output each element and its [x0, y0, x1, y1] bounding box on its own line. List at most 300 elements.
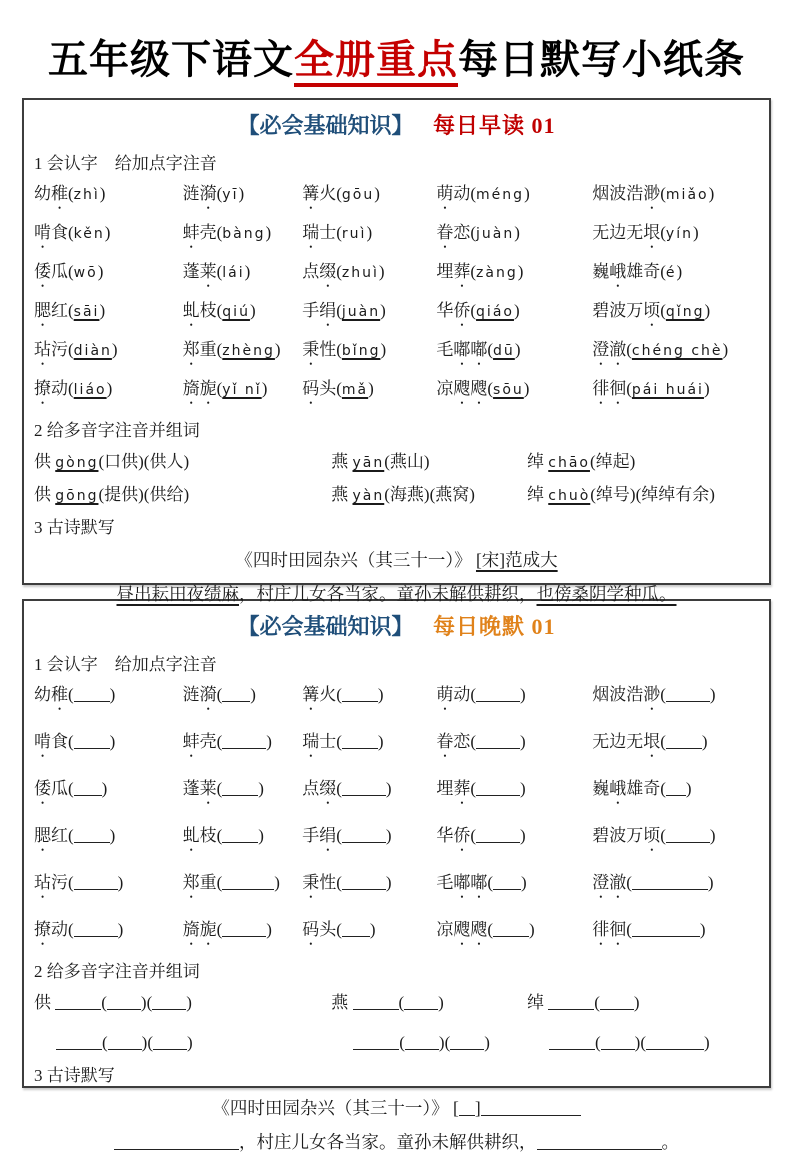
word-entry: 手绢( )	[302, 826, 392, 845]
polyphonic-entry: 燕 yàn(海燕)(燕窝)	[331, 484, 475, 504]
word-entry: 篝火( )	[302, 685, 384, 704]
word-entry: 烟波浩渺( )	[592, 685, 716, 704]
word-entry: 点缀( )	[302, 779, 392, 798]
word-entry: 篝火(gōu)	[302, 184, 380, 203]
dotted-char: 缀	[319, 262, 337, 281]
pinyin-answer: zàng	[476, 265, 518, 281]
answer-blank	[632, 875, 708, 890]
dotted-char: 渺	[643, 685, 661, 704]
poem-text-line-blank: ，村庄儿女各当家。童孙未解供耕织， 。	[34, 1129, 759, 1154]
dotted-char: 澄澈	[592, 873, 627, 892]
polyphonic-grid-answers	[34, 450, 759, 507]
dotted-char: 渺	[643, 184, 661, 203]
word-entry: 碧波万顷(qǐng)	[592, 301, 711, 320]
dotted-char: 蚌	[182, 732, 200, 751]
answer-blank	[222, 875, 274, 890]
poem-answer-segment: 昼出耘田夜绩麻	[116, 583, 239, 604]
pinyin-answer: gōng	[55, 487, 99, 504]
answer-blank	[108, 1035, 142, 1050]
word-char: 动	[51, 379, 68, 398]
dotted-char: 绢	[319, 826, 337, 845]
word-entry: 撩动(liáo)	[34, 379, 113, 398]
word-char: 性	[319, 873, 337, 892]
answer-blank	[450, 1035, 484, 1050]
morning-label: 每日早读 01	[433, 113, 556, 138]
word-char: 华	[436, 301, 454, 320]
word-entry: 幼稚(zhì)	[34, 184, 106, 203]
pinyin-answer: sōu	[493, 382, 524, 398]
answer-blank	[342, 922, 370, 937]
word-entry: 啃食( )	[34, 732, 116, 751]
word-char: 手	[302, 301, 320, 320]
dotted-char: 萌	[436, 685, 454, 704]
word-char: 点	[302, 779, 320, 798]
poem-answer-segment: 也傍桑阴学种瓜。	[536, 583, 677, 604]
polyphonic-entry: 绰 ( )	[527, 993, 640, 1012]
polyphonic-char: 燕	[331, 452, 349, 471]
pinyin-answer: qiáo	[476, 304, 514, 320]
dotted-char: 飕飕	[453, 920, 488, 939]
word-entry: 郑重( )	[182, 873, 280, 892]
knowledge-badge: 【必会基础知识】	[237, 113, 414, 138]
answer-blank	[74, 734, 110, 749]
word-char: 动	[453, 184, 471, 203]
word-char: 瓜	[51, 262, 68, 281]
dotted-char: 虬	[182, 301, 200, 320]
word-char: 碧波万	[592, 301, 644, 320]
answer-blank	[404, 995, 438, 1010]
word-grid-blanks	[34, 684, 759, 949]
pinyin-answer: pái huái	[631, 382, 704, 398]
pinyin-answer: méng	[476, 187, 525, 203]
answer-blank	[493, 922, 529, 937]
pinyin-answer: yān	[352, 455, 385, 471]
word-char: 凉	[436, 379, 454, 398]
word-entry: 点缀(zhuì)	[302, 262, 385, 281]
answer-blank	[405, 1035, 439, 1050]
answer-blank	[476, 687, 520, 702]
word-char: 无边无	[592, 223, 644, 242]
word-char: 恋	[453, 223, 471, 242]
dotted-char: 稚	[51, 685, 68, 704]
word-char: 烟波浩	[592, 685, 644, 704]
pinyin-answer: zhuì	[341, 265, 379, 281]
pinyin-answer: qǐng	[665, 304, 705, 320]
dotted-char: 腮	[34, 301, 51, 320]
polyphonic-entry: 供 gòng(口供)(供人)	[34, 452, 190, 471]
word-entry: 澄澈( )	[592, 873, 714, 892]
recognition-heading: 1 会认字 给加点字注音	[34, 154, 217, 173]
word-entry: 涟漪(yī)	[182, 184, 245, 203]
dotted-char: 漪	[199, 184, 217, 203]
polyphonic-char: 燕	[331, 993, 349, 1012]
dotted-char: 漪	[199, 685, 217, 704]
dotted-char: 澄澈	[592, 340, 627, 359]
word-entry: 埋葬( )	[436, 779, 526, 798]
dotted-char: 徘徊	[592, 379, 627, 398]
answer-blank	[666, 687, 710, 702]
answer-blank	[153, 1035, 187, 1050]
pinyin-answer: yǐ nǐ	[222, 382, 262, 398]
word-char: 污	[51, 873, 68, 892]
polyphonic-entry: 绰 chuò(绰号)(绰绰有余)	[527, 484, 715, 504]
word-entry: 毛嘟嘟(dū)	[436, 340, 521, 359]
word-char: 雄奇	[626, 779, 661, 798]
word-entry: 无边无垠( )	[592, 732, 708, 751]
pinyin-answer: bǐng	[341, 343, 381, 359]
page-title-highlight: 全册重点	[294, 38, 458, 87]
word-char: 凉	[436, 920, 454, 939]
dotted-char: 啃	[34, 223, 51, 242]
poem-title: 《四时田园杂兴（其三十一）》	[235, 549, 472, 570]
answer-blank	[646, 1035, 704, 1050]
polyphonic-char: 供	[34, 452, 51, 471]
answer-blank	[107, 995, 141, 1010]
word-entry: 虬枝( )	[182, 826, 264, 845]
answer-blank	[548, 995, 594, 1010]
dotted-char: 徘徊	[592, 920, 627, 939]
word-entry: 萌动( )	[436, 685, 526, 704]
polyphonic-char: 绰	[527, 484, 544, 504]
answer-blank	[459, 1101, 475, 1116]
word-entry: 撩动( )	[34, 920, 124, 939]
word-char: 士	[319, 223, 337, 242]
pinyin-answer: gòng	[55, 455, 99, 471]
answer-blank	[114, 1135, 239, 1150]
word-entry: 玷污( )	[34, 873, 124, 892]
word-char: 毛	[436, 873, 454, 892]
recognition-heading: 1 会认字 给加点字注音	[34, 655, 217, 674]
word-char: 华	[436, 826, 454, 845]
dotted-char: 玷	[34, 873, 51, 892]
page-title-part3: 每日默写小纸条	[458, 38, 745, 82]
pinyin-answer: diàn	[73, 343, 112, 359]
pinyin-answer: é	[665, 265, 677, 281]
dotted-char: 虬	[182, 826, 200, 845]
poem-given-segment: ，村庄儿女各当家。童孙未解供耕织，	[239, 583, 537, 604]
answer-blank	[74, 875, 118, 890]
polyphonic-entry: ( )( )	[527, 1031, 759, 1055]
poem-author: [宋]范成大	[475, 549, 558, 570]
word-entry: 幼稚( )	[34, 685, 116, 704]
poem-heading: 3 古诗默写	[34, 517, 115, 537]
polyphonic-entry: ( )( )	[331, 1031, 527, 1055]
word-char: 幼	[34, 184, 51, 203]
word-entry: 徘徊(pái huái)	[592, 379, 710, 398]
dotted-char: 秉	[302, 340, 320, 359]
pinyin-answer: qiú	[222, 304, 250, 320]
word-entry: 郑重(zhèng)	[182, 340, 281, 359]
dotted-char: 侨	[453, 826, 471, 845]
answer-blank	[55, 995, 101, 1010]
pinyin-answer: dū	[493, 343, 515, 359]
polyphonic-char: 供	[34, 484, 51, 504]
dotted-char: 秉	[302, 873, 320, 892]
answer-blank	[601, 1035, 635, 1050]
dotted-char: 莱	[199, 779, 217, 798]
pinyin-answer: chāo	[548, 455, 590, 471]
word-entry: 码头(mǎ)	[302, 379, 374, 398]
answer-blank	[74, 922, 118, 937]
word-entry: 毛嘟嘟( )	[436, 873, 527, 892]
polyphonic-entry: 供 ( )( )	[34, 993, 192, 1012]
word-entry: 蓬莱( )	[182, 779, 264, 798]
word-char: 红	[51, 301, 68, 320]
pinyin-answer: juàn	[476, 226, 515, 242]
word-entry: 秉性( )	[302, 873, 392, 892]
dotted-char: 飕飕	[453, 379, 488, 398]
dotted-char: 倭	[34, 779, 51, 798]
answer-blank	[222, 922, 266, 937]
pinyin-answer: zhèng	[222, 343, 275, 359]
word-entry: 烟波浩渺(miǎo)	[592, 184, 715, 203]
word-char: 瓜	[51, 779, 68, 798]
word-entry: 碧波万顷( )	[592, 826, 716, 845]
word-char: 性	[319, 340, 337, 359]
word-char: 雄奇	[626, 262, 661, 281]
answer-blank	[537, 1135, 662, 1150]
answer-blank	[342, 875, 386, 890]
word-char: 污	[51, 340, 68, 359]
dotted-char: 瑞	[302, 223, 320, 242]
word-char: 士	[319, 732, 337, 751]
dotted-char: 绢	[319, 301, 337, 320]
pinyin-answer: yàn	[352, 487, 385, 504]
dotted-char: 眷	[436, 223, 454, 242]
answer-blank	[222, 687, 250, 702]
word-char: 动	[453, 685, 471, 704]
word-entry: 眷恋(juàn)	[436, 223, 520, 242]
pinyin-answer: zhì	[73, 187, 100, 203]
answer-blank	[476, 828, 520, 843]
knowledge-badge: 【必会基础知识】	[237, 614, 414, 639]
word-char: 手	[302, 826, 320, 845]
dotted-char: 缀	[319, 779, 337, 798]
word-char: 枝	[199, 301, 217, 320]
pinyin-answer: kěn	[73, 226, 105, 242]
polyphonic-char: 绰	[527, 452, 544, 471]
poem-heading: 3 古诗默写	[34, 1065, 115, 1085]
dotted-char: 顷	[643, 301, 661, 320]
word-char: 重	[199, 873, 217, 892]
word-char: 蓬	[182, 262, 200, 281]
word-entry: 玷污(diàn)	[34, 340, 118, 359]
pinyin-answer: gōu	[341, 187, 375, 203]
poem-given-segment: ，村庄儿女各当家。童孙未解供耕织，	[239, 1131, 537, 1152]
morning-card	[22, 98, 771, 604]
dotted-char: 葬	[453, 779, 471, 798]
polyphonic-char: 燕	[331, 484, 349, 504]
dotted-char: 垠	[643, 732, 661, 751]
word-entry: 凉飕飕( )	[436, 920, 535, 939]
pinyin-answer: juàn	[341, 304, 381, 320]
word-entry: 徘徊( )	[592, 920, 706, 939]
word-char: 头	[319, 920, 337, 939]
word-entry: 啃食(kěn)	[34, 223, 111, 242]
word-grid-answers	[34, 183, 759, 408]
word-char: 枝	[199, 826, 217, 845]
word-char: 点	[302, 262, 320, 281]
poem-title-line	[34, 547, 759, 572]
polyphonic-entry: ( )( )	[34, 1031, 331, 1055]
word-entry: 眷恋( )	[436, 732, 526, 751]
answer-blank	[74, 828, 110, 843]
pinyin-answer: mǎ	[341, 382, 369, 398]
word-entry: 华侨(qiáo)	[436, 301, 520, 320]
poem-text-line	[34, 581, 759, 606]
answer-blank	[476, 781, 520, 796]
dotted-char: 码	[302, 920, 320, 939]
evening-card	[22, 599, 771, 1152]
dotted-char: 垠	[643, 223, 661, 242]
dotted-char: 萌	[436, 184, 454, 203]
word-entry: 巍峨雄奇( )	[592, 779, 692, 798]
answer-blank	[152, 995, 186, 1010]
polyphonic-entry: 燕 yān(燕山)	[331, 452, 430, 471]
dotted-char: 倭	[34, 262, 51, 281]
word-entry: 蓬莱(lái)	[182, 262, 251, 281]
word-entry: 澄澈(chéng chè)	[592, 340, 729, 359]
dotted-char: 峨	[609, 779, 627, 798]
word-entry: 手绢(juàn)	[302, 301, 386, 320]
word-char: 动	[51, 920, 68, 939]
answer-blank	[222, 828, 258, 843]
answer-blank	[632, 922, 700, 937]
pinyin-answer: bàng	[222, 226, 266, 242]
pinyin-answer: wō	[73, 265, 98, 281]
polyphonic-char: 供	[34, 993, 51, 1012]
dotted-char: 莱	[199, 262, 217, 281]
dotted-char: 稚	[51, 184, 68, 203]
answer-blank	[493, 875, 521, 890]
answer-blank	[600, 995, 634, 1010]
polyphonic-entry: 燕 ( )	[331, 993, 444, 1012]
word-entry: 秉性(bǐng)	[302, 340, 387, 359]
poem-author-blank: [ ]	[453, 1098, 581, 1118]
word-char: 重	[199, 340, 217, 359]
word-entry: 倭瓜(wō)	[34, 262, 104, 281]
word-entry: 巍峨雄奇(é)	[592, 262, 683, 281]
dotted-char: 葬	[453, 262, 471, 281]
polyphonic-heading: 2 给多音字注音并组词	[34, 962, 200, 981]
word-char: 蓬	[182, 779, 200, 798]
word-char: 食	[51, 223, 68, 242]
pinyin-answer: chéng chè	[631, 343, 723, 359]
answer-blank	[342, 734, 378, 749]
answer-blank	[222, 781, 258, 796]
word-entry: 旖旎(yǐ nǐ)	[182, 379, 268, 398]
word-char: 恋	[453, 732, 471, 751]
word-entry: 蚌壳(bàng)	[182, 223, 272, 242]
dotted-char: 郑	[182, 340, 200, 359]
page-title	[0, 0, 793, 85]
answer-blank	[342, 828, 386, 843]
answer-blank	[74, 781, 102, 796]
dotted-char: 旖旎	[182, 920, 217, 939]
word-entry: 旖旎( )	[182, 920, 272, 939]
answer-blank	[481, 1101, 581, 1116]
answer-blank	[549, 1035, 595, 1050]
dotted-char: 嘟嘟	[453, 873, 488, 892]
word-entry: 码头( )	[302, 920, 376, 939]
word-char: 巍	[592, 779, 610, 798]
word-char: 涟	[182, 685, 200, 704]
answer-blank	[56, 1035, 102, 1050]
word-char: 火	[319, 184, 337, 203]
word-char: 毛	[436, 340, 454, 359]
word-entry: 瑞士(ruì)	[302, 223, 373, 242]
pinyin-answer: miǎo	[665, 187, 709, 203]
pinyin-answer: chuò	[548, 487, 591, 504]
dotted-char: 蚌	[182, 223, 200, 242]
dotted-char: 顷	[643, 826, 661, 845]
dotted-char: 撩	[34, 920, 51, 939]
poem-title-line-blank	[34, 1095, 759, 1120]
morning-card-header	[34, 109, 759, 140]
dotted-char: 篝	[302, 184, 320, 203]
word-entry: 虬枝(qiú)	[182, 301, 256, 320]
word-entry: 萌动(méng)	[436, 184, 530, 203]
dotted-char: 峨	[609, 262, 627, 281]
dotted-char: 嘟嘟	[453, 340, 488, 359]
pinyin-answer: ruì	[341, 226, 367, 242]
evening-card-header	[34, 610, 759, 641]
word-entry: 无边无垠(yín)	[592, 223, 699, 242]
polyphonic-heading: 2 给多音字注音并组词	[34, 421, 200, 440]
word-char: 幼	[34, 685, 51, 704]
word-entry: 腮红( )	[34, 826, 116, 845]
word-entry: 蚌壳( )	[182, 732, 272, 751]
pinyin-answer: yín	[665, 226, 693, 242]
dotted-char: 腮	[34, 826, 51, 845]
pinyin-answer: sāi	[73, 304, 100, 320]
polyphonic-char: 绰	[527, 993, 544, 1012]
word-char: 头	[319, 379, 337, 398]
word-entry: 瑞士( )	[302, 732, 384, 751]
word-char: 巍	[592, 262, 610, 281]
pinyin-answer: liáo	[73, 382, 107, 398]
word-entry: 倭瓜( )	[34, 779, 108, 798]
word-char: 无边无	[592, 732, 644, 751]
dotted-char: 码	[302, 379, 320, 398]
word-char: 红	[51, 826, 68, 845]
word-char: 壳	[199, 223, 217, 242]
word-entry: 涟漪( )	[182, 685, 256, 704]
dotted-char: 撩	[34, 379, 51, 398]
word-char: 火	[319, 685, 337, 704]
dotted-char: 篝	[302, 685, 320, 704]
pinyin-answer: yī	[222, 187, 239, 203]
dotted-char: 眷	[436, 732, 454, 751]
word-char: 涟	[182, 184, 200, 203]
dotted-char: 旖旎	[182, 379, 217, 398]
dotted-char: 啃	[34, 732, 51, 751]
answer-blank	[342, 781, 386, 796]
word-char: 埋	[436, 779, 454, 798]
word-char: 碧波万	[592, 826, 644, 845]
answer-blank	[74, 687, 110, 702]
word-char: 埋	[436, 262, 454, 281]
dotted-char: 玷	[34, 340, 51, 359]
polyphonic-entry: 供 gōng(提供)(供给)	[34, 484, 190, 504]
polyphonic-grid-blanks	[34, 991, 759, 1055]
answer-blank	[666, 828, 710, 843]
answer-blank	[353, 995, 399, 1010]
dotted-char: 郑	[182, 873, 200, 892]
pinyin-answer: lái	[222, 265, 245, 281]
word-entry: 华侨( )	[436, 826, 526, 845]
word-char: 食	[51, 732, 68, 751]
